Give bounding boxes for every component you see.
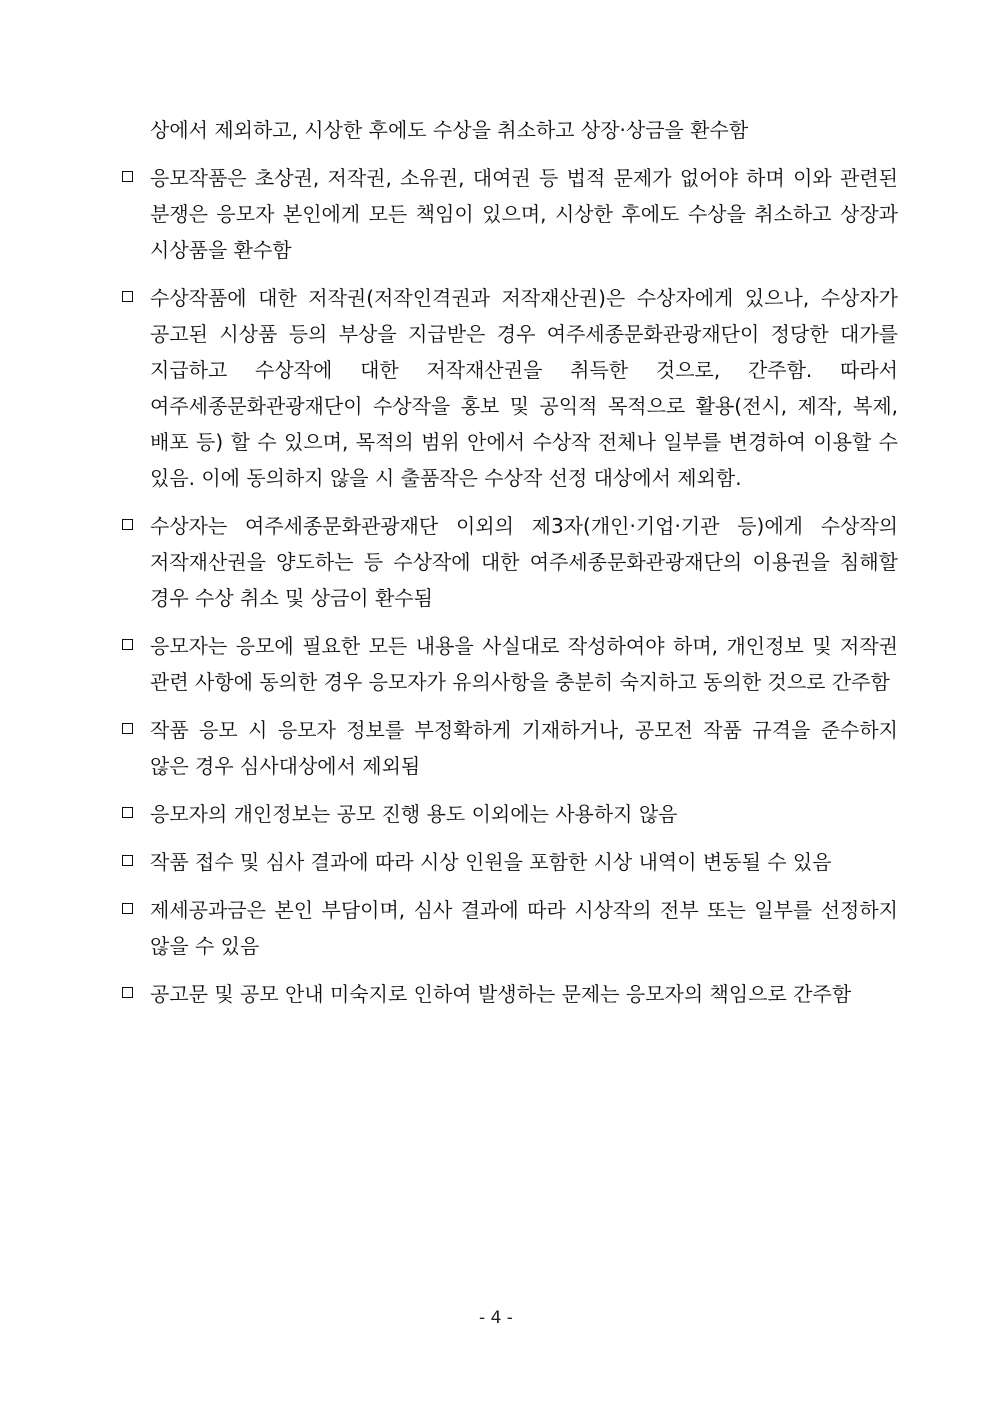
square-checkbox-icon (122, 519, 133, 530)
continuation-line: 상에서 제외하고, 시상한 후에도 수상을 취소하고 상장·상금을 환수함 (150, 118, 749, 142)
list-item-text: 제세공과금은 본인 부담이며, 심사 결과에 따라 시상작의 전부 또는 일부를 선정하지 않을 수 있음 (150, 898, 898, 958)
page-number: - 4 - (479, 1308, 513, 1328)
list-item-text: 응모작품은 초상권, 저작권, 소유권, 대여권 등 법적 문제가 없어야 하며 이와 관련된 분쟁은 응모자 본인에게 모든 책임이 있으며, 시상한 후에도 수상을 취소하고 상장과 시상품을 환수함 (150, 166, 898, 262)
list-item-text: 작품 접수 및 심사 결과에 따라 시상 인원을 포함한 시상 내역이 변동될 수 있음 (150, 850, 832, 874)
square-checkbox-icon (122, 291, 133, 302)
list-item (120, 712, 898, 784)
list-item-text: 수상자는 여주세종문화관광재단 이외의 제3자(개인·기업·기관 등)에게 수상작의 저작재산권을 양도하는 등 수상작에 대한 여주세종문화관광재단의 이용권을 침해할 경우 수상 취소 및 상금이 환수됨 (150, 514, 898, 610)
list-item-text: 공고문 및 공모 안내 미숙지로 인하여 발생하는 문제는 응모자의 책임으로 간주함 (150, 982, 852, 1006)
square-checkbox-icon (122, 855, 133, 866)
square-checkbox-icon (122, 807, 133, 818)
list-item (120, 280, 898, 496)
list-item (120, 892, 898, 964)
list-item (120, 160, 898, 268)
list-item (120, 844, 898, 880)
square-checkbox-icon (122, 723, 133, 734)
square-checkbox-icon (122, 987, 133, 998)
square-checkbox-icon (122, 639, 133, 650)
list-item-text: 수상작품에 대한 저작권(저작인격권과 저작재산권)은 수상자에게 있으나, 수상자가 공고된 시상품 등의 부상을 지급받은 경우 여주세종문화관광재단이 정당한 대가를 지급하고 수상작에 대한 저작재산권을 취득한 것으로, 간주함. 따라서 여주세종문화관광재단이 수상작을 홍보 및 공익적 목적으로 활용(전시, 제작, 복제, 배포 등) 할 수 있으며, 목적의 범위 안에서 수상작 전체나 일부를 변경하여 이용할 수 있음. 이에 동의하지 않을 시 출품작은 수상작 선정 대상에서 제외함. (150, 286, 898, 490)
list-item (120, 508, 898, 616)
square-checkbox-icon (122, 903, 133, 914)
list-item (120, 628, 898, 700)
notice-list (120, 112, 898, 1024)
list-item (120, 976, 898, 1012)
list-item-text: 응모자는 응모에 필요한 모든 내용을 사실대로 작성하여야 하며, 개인정보 및 저작권 관련 사항에 동의한 경우 응모자가 유의사항을 충분히 숙지하고 동의한 것으로 간주함 (150, 634, 898, 694)
list-item (120, 796, 898, 832)
list-item-text: 응모자의 개인정보는 공모 진행 용도 이외에는 사용하지 않음 (150, 802, 678, 826)
list-item-text: 작품 응모 시 응모자 정보를 부정확하게 기재하거나, 공모전 작품 규격을 준수하지 않은 경우 심사대상에서 제외됨 (150, 718, 898, 778)
square-checkbox-icon (122, 171, 133, 182)
